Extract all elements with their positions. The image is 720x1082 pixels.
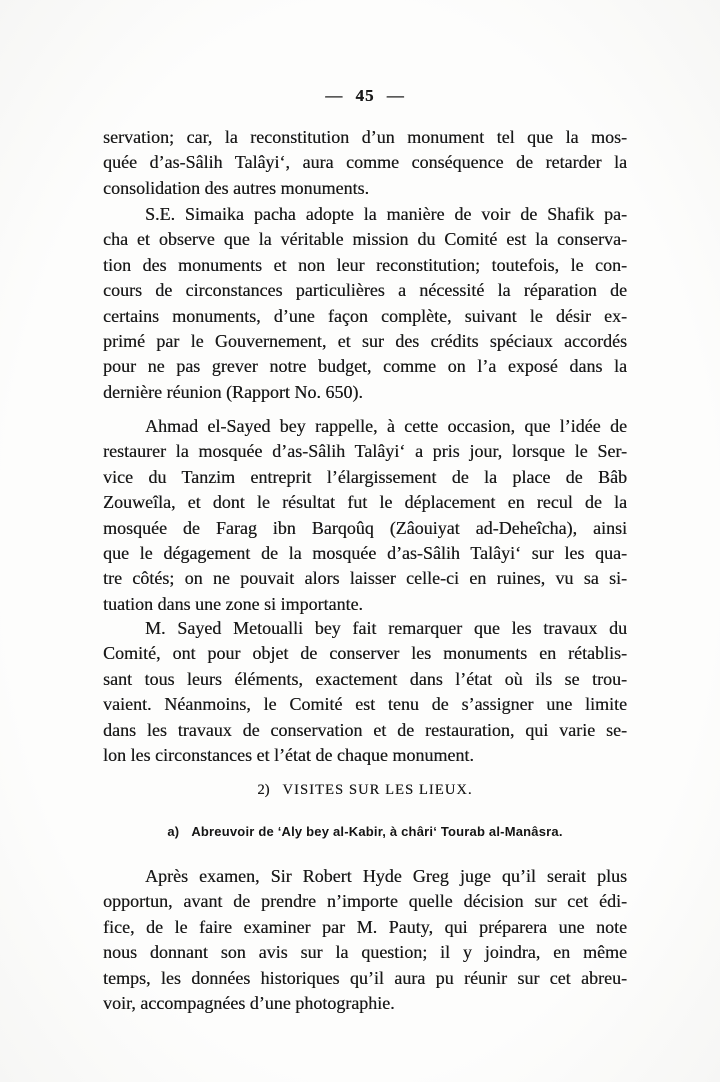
- paragraph-apres-examen: [103, 864, 627, 1016]
- text-line: vaient. Néanmoins, le Comité est tenu de s’assigner une limite: [103, 694, 627, 715]
- text-line: M. Sayed Metoualli bey fait remarquer que les travaux du: [145, 618, 627, 638]
- page-number: — 45 —: [325, 86, 405, 105]
- text-line: fice, de le faire examiner par M. Pauty, qui préparera une note: [103, 916, 627, 937]
- text-line: restaurer la mosquée d’as-Sâlih Talâyi‘ a pris jour, lorsque le Ser-: [103, 441, 627, 462]
- text-line: lon les circonstances et l’état de chaque monument.: [103, 745, 474, 766]
- text-line: vice du Tanzim entreprit l’élargissement de la place de Bâb: [103, 466, 627, 487]
- text-line: Zouweîla, et dont le résultat fut le déplacement en recul de la: [103, 492, 627, 513]
- text-line: mosquée de Farag ibn Barqoûq (Zâouiyat ad-Deheîcha), ainsi: [103, 517, 627, 538]
- paragraph-simaika-pacha: [103, 202, 627, 405]
- text-line: S.E. Simaika pacha adopte la manière de voir de Shafik pa-: [145, 204, 627, 224]
- text-line: temps, les données historiques qu’il aura pu réunir sur cet abreu-: [103, 967, 627, 988]
- subsection-heading-abreuvoir: [103, 824, 627, 839]
- text-line: tuation dans une zone si importante.: [103, 593, 363, 614]
- subsection-heading-title: Abreuvoir de ‘Aly bey al-Kabir, à châri‘ Tourab al-Manâsra.: [191, 824, 563, 839]
- section-heading-title: VISITES SUR LES LIEUX.: [282, 782, 473, 798]
- text-line: quée d’as-Sâlih Talâyi‘, aura comme conséquence de retarder la: [103, 152, 627, 173]
- section-heading-number: 2): [257, 782, 270, 798]
- text-line: consolidation des autres monuments.: [103, 177, 369, 198]
- text-line: tion des monuments et non leur reconstitution; toutefois, le con-: [103, 254, 627, 275]
- text-line: Après examen, Sir Robert Hyde Greg juge qu’il serait plus: [145, 866, 627, 886]
- text-line: sant tous leurs éléments, exactement dans l’état où ils se trou-: [103, 668, 627, 689]
- text-line: dernière réunion (Rapport No. 650).: [103, 381, 363, 402]
- paragraph-servation-continuation: [103, 125, 627, 201]
- section-heading-visites: [103, 782, 627, 799]
- paragraph-ahmad-el-sayed: [103, 414, 627, 617]
- text-line: cha et observe que la véritable mission du Comité est la conserva-: [103, 229, 627, 250]
- text-line: Ahmad el-Sayed bey rappelle, à cette occasion, que l’idée de: [145, 416, 627, 436]
- text-line: tre côtés; on ne pouvait alors laisser celle-ci en ruines, vu sa si-: [103, 568, 627, 589]
- text-line: opportun, avant de prendre n’importe quelle décision sur cet édi-: [103, 891, 627, 912]
- text-line: cours de circonstances particulières a nécessité la réparation de: [103, 280, 627, 301]
- subsection-heading-letter: a): [167, 824, 180, 839]
- text-line: dans les travaux de conservation et de restauration, qui varie se-: [103, 719, 627, 740]
- text-line: voir, accompagnées d’une photographie.: [103, 993, 395, 1014]
- text-line: nous donnant son avis sur la question; il y joindra, en même: [103, 942, 627, 963]
- text-line: que le dégagement de la mosquée d’as-Sâlih Talâyi‘ sur les qua-: [103, 543, 627, 564]
- text-line: certains monuments, d’une façon complète, suivant le désir ex-: [103, 305, 627, 326]
- paragraph-sayed-metoualli: [103, 616, 627, 768]
- text-line: pour ne pas grever notre budget, comme on l’a exposé dans la: [103, 356, 627, 377]
- text-line: primé par le Gouvernement, et sur des crédits spéciaux accordés: [103, 331, 627, 352]
- text-line: servation; car, la reconstitution d’un monument tel que la mos-: [103, 127, 627, 147]
- text-line: Comité, ont pour objet de conserver les monuments en rétablis-: [103, 643, 627, 664]
